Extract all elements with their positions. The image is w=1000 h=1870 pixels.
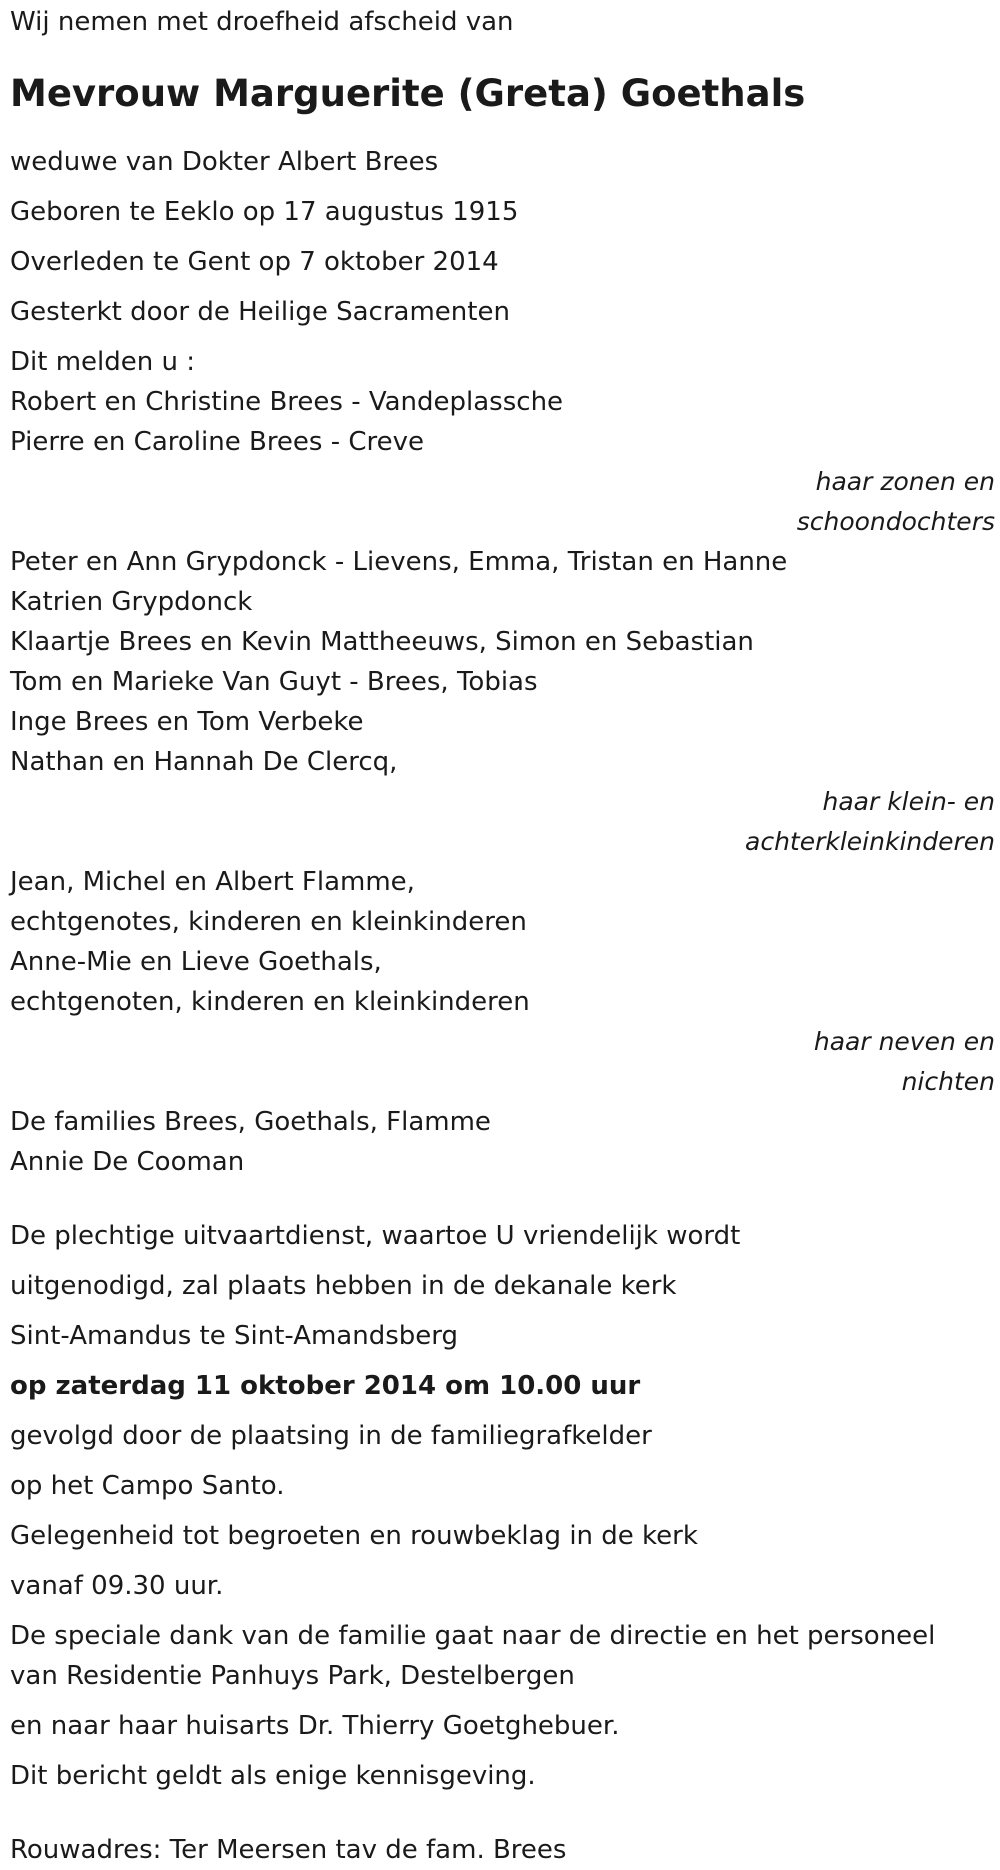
family-member: Tom en Marieke Van Guyt - Brees, Tobias [10, 667, 538, 697]
thanks-line: De speciale dank van de familie gaat naar de directie en het personeel [10, 1621, 936, 1651]
service-line: Gelegenheid tot begroeten en rouwbeklag in de kerk [10, 1521, 698, 1551]
thanks-line: van Residentie Panhuys Park, Destelbergen [10, 1661, 575, 1691]
family-member: Klaartje Brees en Kevin Mattheeuws, Simon en Sebastian [10, 627, 754, 657]
family-member: Jean, Michel en Albert Flamme, [10, 867, 415, 897]
family-member: Peter en Ann Grypdonck - Lievens, Emma, Tristan en Hanne [10, 547, 788, 577]
family-member: Inge Brees en Tom Verbeke [10, 707, 364, 737]
intro-text: Wij nemen met droefheid afscheid van [10, 7, 514, 37]
relation-label: achterkleinkinderen [745, 827, 995, 856]
relation-label: schoondochters [796, 507, 995, 536]
family-group-grandchildren [10, 542, 995, 862]
relation-label: haar zonen en [815, 467, 995, 496]
thanks-line: en naar haar huisarts Dr. Thierry Goetghebuer. [10, 1711, 620, 1741]
notice-text: Dit bericht geldt als enige kennisgeving. [10, 1761, 536, 1791]
service-line: Sint-Amandus te Sint-Amandsberg [10, 1321, 459, 1351]
family-group-cousins [10, 862, 995, 1102]
family-member: Anne-Mie en Lieve Goethals, [10, 947, 382, 977]
obituary-document [10, 0, 995, 1870]
service-line: gevolgd door de plaatsing in de familiegrafkelder [10, 1421, 652, 1451]
service-date-time: op zaterdag 11 oktober 2014 om 10.00 uur [10, 1371, 641, 1401]
service-block [10, 1216, 995, 1616]
relation-label: nichten [901, 1067, 995, 1096]
family-member: echtgenoten, kinderen en kleinkinderen [10, 987, 530, 1017]
deceased-name: Mevrouw Marguerite (Greta) Goethals [10, 72, 806, 115]
service-line: uitgenodigd, zal plaats hebben in de dekanale kerk [10, 1271, 677, 1301]
service-line: De plechtige uitvaartdienst, waartoe U vriendelijk wordt [10, 1221, 741, 1251]
family-group-sons [10, 382, 995, 542]
family-member: Pierre en Caroline Brees - Creve [10, 427, 425, 457]
detail-sacraments: Gesterkt door de Heilige Sacramenten [10, 297, 510, 327]
family-member: echtgenotes, kinderen en kleinkinderen [10, 907, 527, 937]
details-block [10, 142, 995, 342]
families-block [10, 1102, 995, 1182]
announce-label: Dit melden u : [10, 347, 195, 377]
family-member: Robert en Christine Brees - Vandeplassche [10, 387, 564, 417]
family-member: Katrien Grypdonck [10, 587, 253, 617]
detail-born: Geboren te Eeklo op 17 augustus 1915 [10, 197, 519, 227]
detail-widow: weduwe van Dokter Albert Brees [10, 147, 439, 177]
thanks-block [10, 1616, 995, 1756]
family-member: Nathan en Hannah De Clercq, [10, 747, 398, 777]
detail-died: Overleden te Gent op 7 oktober 2014 [10, 247, 499, 277]
relation-label: haar neven en [813, 1027, 995, 1056]
address-text: Rouwadres: Ter Meersen tav de fam. Brees [10, 1835, 567, 1865]
relation-label: haar klein- en [822, 787, 995, 816]
families-line: De families Brees, Goethals, Flamme [10, 1107, 491, 1137]
service-line: op het Campo Santo. [10, 1471, 285, 1501]
families-line: Annie De Cooman [10, 1147, 245, 1177]
service-line: vanaf 09.30 uur. [10, 1571, 224, 1601]
